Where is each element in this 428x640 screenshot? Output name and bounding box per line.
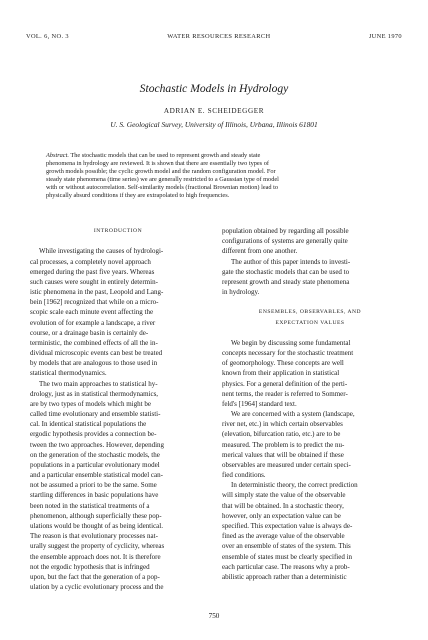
text-line: will simply state the value of the observable [222, 491, 346, 500]
text-line: and a particular ensemble statistical model can- [30, 471, 163, 480]
text-line: terministic, the combined effects of all the in- [30, 338, 158, 347]
article-title: Stochastic Models in Hydrology [139, 82, 289, 95]
text-line: urally suggest the property of cyclicity, whereas [30, 542, 165, 551]
text-line: cal. In identical statistical populations the [30, 420, 147, 429]
text-line: feld's [1964] standard text. [222, 399, 297, 408]
text-line: not the ergodic hypothesis that is infringed [30, 562, 150, 571]
title-block [0, 82, 428, 129]
text-line: ergodic hypothesis provides a connection be- [30, 430, 157, 439]
text-line: are by two types of models which might be [30, 399, 151, 408]
right-column [222, 226, 398, 582]
right-column-body [222, 338, 398, 582]
text-line: represent growth and steady state phenomena [222, 277, 350, 286]
text-line: specified. This expectation value is always de- [222, 521, 353, 530]
journal-name: WATER RESOURCES RESEARCH [167, 33, 271, 40]
text-line: statistical thermodynamics. [30, 369, 107, 378]
text-line: in hydrology. [222, 288, 260, 297]
text-line: called time evolutionary and ensemble statisti- [30, 410, 161, 419]
text-line: population obtained by regarding all possible [222, 227, 349, 235]
abstract-line: physically absurd conditions if they are extrapolated to high frequencies. [46, 191, 230, 199]
text-line: however, only an expectation value can be [222, 511, 341, 520]
section-heading-ensembles: ENSEMBLES, OBSERVABLES, AND [258, 309, 362, 316]
text-line: river net, etc.) in which certain observables [222, 420, 343, 429]
section-heading-introduction: INTRODUCTION [93, 228, 143, 234]
author-affiliation: U. S. Geological Survey, University of Illinois, Urbana, Illinois 61801 [110, 120, 318, 129]
text-line: cal processes, a completely novel approach [30, 257, 151, 266]
right-column-intro [222, 226, 398, 297]
text-line: The author of this paper intends to investi- [231, 257, 351, 266]
text-line: that will be obtained. In a stochastic theory, [222, 501, 344, 510]
author-name: ADRIAN E. SCHEIDEGGER [163, 107, 265, 115]
text-line: While investigating the causes of hydrologi- [39, 247, 164, 256]
section-heading-ensembles-cont: EXPECTATION VALUES [275, 319, 345, 326]
text-line: evolution of for example a landscape, a river [30, 318, 156, 327]
abstract-line: steady state phenomena (time series) we are generally restricted to a Gaussian type of model [46, 175, 279, 183]
text-line: such causes were sought in entirely determin- [30, 277, 158, 286]
abstract-text: The stochastic models that can be used to represent growth and steady state [68, 152, 261, 159]
abstract-line: with or without autocorrelation. Self-similarity models (fractional Brownian motion) lead to [46, 183, 279, 191]
text-line: nent terms, the reader is referred to Sommer- [222, 389, 348, 398]
text-line: ulations would be thought of as being identical. [30, 521, 163, 530]
text-line: been noted in the statistical treatments of a [30, 501, 150, 510]
text-line: over an ensemble of states of the system. This [222, 542, 351, 551]
text-line: different from one another. [222, 247, 298, 256]
abstract-line: growth models possible; the cyclic growth model and the random configuration model. For [46, 167, 276, 175]
text-line: The reason is that evolutionary processes nat- [30, 532, 158, 541]
text-line: the ensemble approach does not. It is therefore [30, 552, 161, 561]
text-line: fined as the average value of the observable [222, 532, 345, 541]
text-line: We are concerned with a system (landscape, [231, 410, 355, 419]
text-line: configurations of systems are generally quite [222, 237, 348, 246]
text-line: physics. For a general definition of the perti- [222, 379, 348, 388]
text-line: bein [1962] recognized that while on a micro- [30, 298, 159, 307]
text-line: merical values that will be obtained if these [222, 450, 344, 459]
running-head [26, 33, 402, 40]
text-line: phenomenon, although superficially these pop- [30, 511, 162, 520]
text-line: measured. The problem is to predict the nu- [222, 440, 345, 449]
page-number: 750 [208, 612, 220, 620]
text-line: The two main approaches to statistical hy- [39, 379, 158, 388]
text-line: startling differences in basic populations have [30, 491, 159, 500]
text-line: known from their application in statistical [222, 369, 340, 378]
text-line: each particular case. The reasons why a prob- [222, 562, 350, 571]
text-line: (elevation, bifurcation ratio, etc.) are to be [222, 430, 341, 439]
text-line: observables are measured under certain speci- [222, 460, 351, 469]
abstract [46, 152, 382, 199]
volume-issue: VOL. 6, NO. 3 [26, 33, 69, 40]
text-line: of geomorphology. These concepts are well [222, 359, 344, 368]
text-line: by models that are analogous to those used in [30, 359, 158, 368]
text-line: dividual microscopic events can best be treated [30, 349, 163, 358]
text-line: istic phenomena in the past, Leopold and Lang- [30, 288, 164, 297]
text-line: upon, but the fact that the generation of a pop- [30, 572, 160, 581]
abstract-line [46, 152, 382, 160]
text-line: emerged during the past five years. Whereas [30, 267, 155, 276]
text-line: on the generation of the stochastic models, the [30, 450, 160, 459]
text-line: ulation by a cyclic evolutionary process and the [30, 583, 164, 592]
text-line: concepts necessary for the stochastic treatment [222, 349, 354, 358]
left-column-body [30, 246, 206, 592]
text-line: not be assumed a priori to be the same. Some [30, 481, 157, 490]
text-line: scopic scale each minute event affecting the [30, 308, 154, 317]
text-line: tween the two approaches. However, depending [30, 440, 165, 449]
text-line: fied conditions. [222, 471, 266, 480]
text-line: drology, just as in statistical thermodynamics, [30, 389, 159, 398]
text-line: populations in a particular evolutionary model [30, 460, 160, 469]
text-line: We begin by discussing some fundamental [231, 338, 351, 347]
text-line: In deterministic theory, the correct prediction [231, 481, 358, 490]
text-line: ensemble of states must be clearly specified in [222, 552, 353, 561]
text-line: abilistic approach rather than a deterministic [222, 572, 347, 581]
left-column [30, 226, 206, 592]
abstract-line: phenomena in hydrology are reviewed. It is shown that there are essentially two types of [46, 159, 269, 167]
issue-date: JUNE 1970 [368, 33, 402, 40]
abstract-label: Abstract. [46, 152, 69, 159]
text-line: gate the stochastic models that can be used to [222, 267, 350, 276]
text-line: course, or a drainage basin is certainly de- [30, 328, 149, 337]
